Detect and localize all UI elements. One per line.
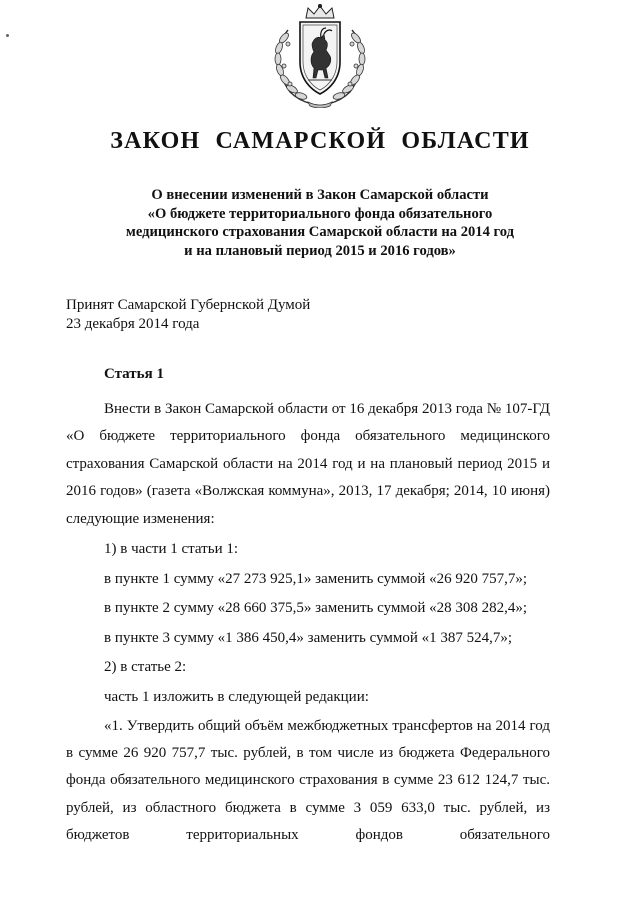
- subtitle-line: О внесении изменений в Закон Самарской области: [151, 187, 489, 203]
- law-title: ЗАКОН САМАРСКОЙ ОБЛАСТИ: [110, 128, 530, 154]
- article-intro: Внести в Закон Самарской области от 16 декабря 2013 года № 107-ГД «О бюджете территориального фонда обязательного медицинского страхования Самарской области на 2014 год и на плановый период 2015 и 2016 годов» (газета «Волжская коммуна», 2013, 17 декабря; 2014, 10 июня) следующие изменения:: [66, 401, 550, 527]
- subtitle-line: и на плановый период 2015 и 2016 годов»: [184, 242, 456, 259]
- law-subtitle: [60, 186, 580, 260]
- subtitle-line: медицинского страхования Самарской области на 2014 год: [125, 224, 515, 241]
- amendment-item: в пункте 3 сумму «1 386 450,4» заменить суммой «1 387 524,7»;: [104, 629, 513, 646]
- part2-instruction: часть 1 изложить в следующей редакции:: [104, 689, 369, 705]
- amendment-item: в пункте 2 сумму «28 660 375,5» заменить суммой «28 308 282,4»;: [104, 600, 528, 617]
- subtitle-line: «О бюджете территориального фонда обязательного: [147, 205, 493, 222]
- part2-heading: 2) в статье 2:: [104, 659, 187, 676]
- samara-region-coat-of-arms-icon: [258, 4, 382, 108]
- adoption-line: Принят Самарской Губернской Думой: [66, 297, 311, 313]
- scan-dot: [6, 34, 9, 37]
- article-body: [66, 396, 550, 850]
- article-heading: Статья 1: [104, 366, 164, 382]
- adoption-block: [66, 296, 310, 334]
- quoted-text: «1. Утвердить общий объём межбюджетных трансфертов на 2014 год в сумме 26 920 757,7 тыс. рублей, в том числе из бюджета Федерального фонда обязательного медицинского страхования в сумме 23 612 124,7 тыс. рублей, из областного бюджета в сумме 3 059 633,0 тыс. рублей, из бюджетов территориальных фондов обязательного: [66, 717, 550, 844]
- amendment-item: в пункте 1 сумму «27 273 925,1» заменить суммой «26 920 757,7»;: [104, 570, 528, 587]
- part1-heading: 1) в части 1 статьи 1:: [104, 541, 239, 558]
- adoption-date: 23 декабря 2014 года: [66, 316, 200, 332]
